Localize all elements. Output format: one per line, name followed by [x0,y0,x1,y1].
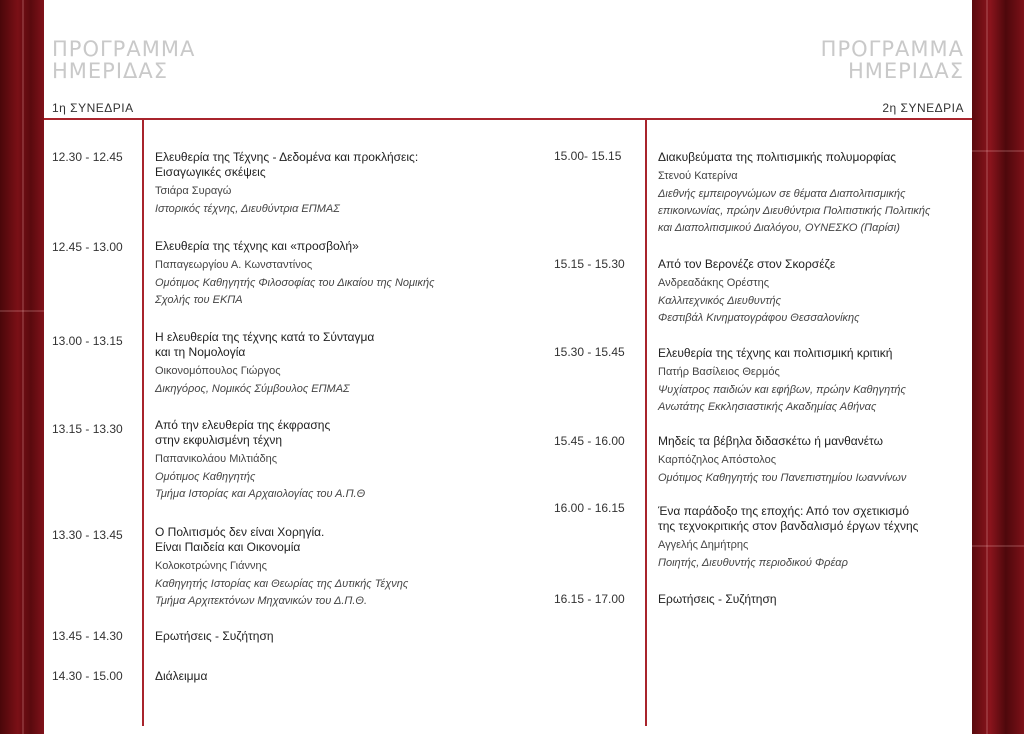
speaker-name: Παπαγεωργίου Α. Κωνσταντίνος [155,259,313,271]
slot-entry [155,669,485,684]
talk-title: Ερωτήσεις - Συζήτηση [155,629,274,643]
talk-title: Μηδείς τα βέβηλα διδασκέτω ή μανθανέτω [658,434,883,448]
talk-title: Από την ελευθερία της έκφρασης στην εκφυλισμένη τέχνη [155,418,331,447]
slot-time: 15.15 - 15.30 [554,257,625,271]
program-sheet [44,0,972,734]
slot-entry [658,150,978,237]
header-divider [44,118,972,120]
talk-title: Ελευθερία της τέχνης και πολιτισμική κριτική [658,346,893,360]
talk-title: Διακυβεύματα της πολιτισμικής πολυμορφίας [658,150,897,164]
speaker-name: Παπανικολάου Μιλτιάδης [155,453,277,465]
title-line-1: ΠΡΟΓΡΑΜΜΑ [52,37,196,61]
slot-entry [155,239,485,309]
slot-time: 12.45 - 13.00 [52,240,123,254]
talk-title: Από τον Βερονέζε στον Σκορσέζε [658,257,836,271]
speaker-affiliation: Διεθνής εμπειρογνώμων σε θέματα Διαπολιτισμικής επικοινωνίας, πρώην Διευθύντρια Πολιτιστικής Πολιτικής και Διαπολιτισμικού Διαλόγου, ΟΥΝΕΣΚΟ (Παρίσι) [658,188,931,234]
talk-title: Διάλειμμα [155,669,208,683]
talk-title: Ελευθερία της τέχνης και «προσβολή» [155,239,359,253]
backdrop-streak [972,545,1024,547]
talk-title: Ερωτήσεις - Συζήτηση [658,592,777,606]
talk-title: Ένα παράδοξο της εποχής: Από τον σχετικισμό της τεχνοκριτικής στον βανδαλισμό έργων τέχνης [658,504,919,533]
slot-time: 13.30 - 13.45 [52,528,123,542]
left-backdrop [0,0,44,734]
slot-entry [155,330,485,398]
slot-time: 15.30 - 15.45 [554,345,625,359]
talk-title: Η ελευθερία της τέχνης κατά το Σύνταγμα και τη Νομολογία [155,330,375,359]
slot-time: 13.00 - 13.15 [52,334,123,348]
right-backdrop [972,0,1024,734]
slot-entry [155,525,485,610]
speaker-name: Πατήρ Βασίλειος Θερμός [658,366,780,378]
speaker-affiliation: Καθηγητής Ιστορίας και Θεωρίας της Δυτικής Τέχνης Τμήμα Αρχιτεκτόνων Μηχανικών του Δ.Π.Θ. [155,578,409,607]
slot-entry [155,418,485,503]
slot-time: 14.30 - 15.00 [52,669,123,683]
backdrop-streak [0,310,44,312]
slot-time: 13.15 - 13.30 [52,422,123,436]
session-1-label: 1η ΣΥΝΕΔΡΙΑ [52,101,134,115]
speaker-name: Ανδρεαδάκης Ορέστης [658,277,770,289]
title-line-1: ΠΡΟΓΡΑΜΜΑ [820,37,964,61]
slot-time: 16.15 - 17.00 [554,592,625,606]
talk-title: Ελευθερία της Τέχνης - Δεδομένα και προκλήσεις: Εισαγωγικές σκέψεις [155,150,419,179]
backdrop-streak [972,150,1024,152]
backdrop-streak [22,0,24,734]
right-time-divider [645,120,647,726]
title-line-2: ΗΜΕΡΙΔΑΣ [52,59,169,83]
speaker-name: Κολοκοτρώνης Γιάννης [155,560,267,572]
slot-entry [658,592,978,607]
speaker-name: Οικονομόπουλος Γιώργος [155,365,281,377]
talk-title: Ο Πολιτισμός δεν είναι Χορηγία. Είναι Παιδεία και Οικονομία [155,525,325,554]
slot-entry [155,629,485,644]
slot-time: 15.00- 15.15 [554,149,622,163]
slot-time: 16.00 - 16.15 [554,501,625,515]
speaker-name: Αγγελής Δημήτρης [658,539,749,551]
speaker-affiliation: Δικηγόρος, Νομικός Σύμβουλος ΕΠΜΑΣ [155,383,350,395]
slot-time: 12.30 - 12.45 [52,150,123,164]
speaker-affiliation: Ποιητής, Διευθυντής περιοδικού Φρέαρ [658,557,848,569]
slot-time: 15.45 - 16.00 [554,434,625,448]
left-time-divider [142,120,144,726]
speaker-affiliation: Ομότιμος Καθηγητής του Πανεπιστημίου Ιωαννίνων [658,472,907,484]
speaker-affiliation: Ομότιμος Καθηγητής Φιλοσοφίας του Δικαίου της Νομικής Σχολής του ΕΚΠΑ [155,277,435,306]
slot-entry [658,257,978,327]
speaker-name: Καρπόζηλος Απόστολος [658,454,777,466]
speaker-name: Τσιάρα Συραγώ [155,185,232,197]
program-title-left [52,38,195,82]
slot-entry [658,346,978,416]
program-title-right [821,38,964,82]
slot-entry [155,150,485,218]
speaker-affiliation: Ψυχίατρος παιδιών και εφήβων, πρώην Καθηγητής Ανωτάτης Εκκλησιαστικής Ακαδημίας Αθήνας [658,384,906,413]
speaker-affiliation: Καλλιτεχνικός Διευθυντής Φεστιβάλ Κινηματογράφου Θεσσαλονίκης [658,295,860,324]
backdrop-streak [986,0,988,734]
slot-entry [658,434,978,487]
slot-entry [658,504,978,572]
session-2-label: 2η ΣΥΝΕΔΡΙΑ [882,101,964,115]
title-line-2: ΗΜΕΡΙΔΑΣ [847,59,964,83]
speaker-affiliation: Ιστορικός τέχνης, Διευθύντρια ΕΠΜΑΣ [155,203,340,215]
speaker-affiliation: Ομότιμος Καθηγητής Τμήμα Ιστορίας και Αρχαιολογίας του Α.Π.Θ [155,471,366,500]
slot-time: 13.45 - 14.30 [52,629,123,643]
speaker-name: Στενού Κατερίνα [658,170,738,182]
